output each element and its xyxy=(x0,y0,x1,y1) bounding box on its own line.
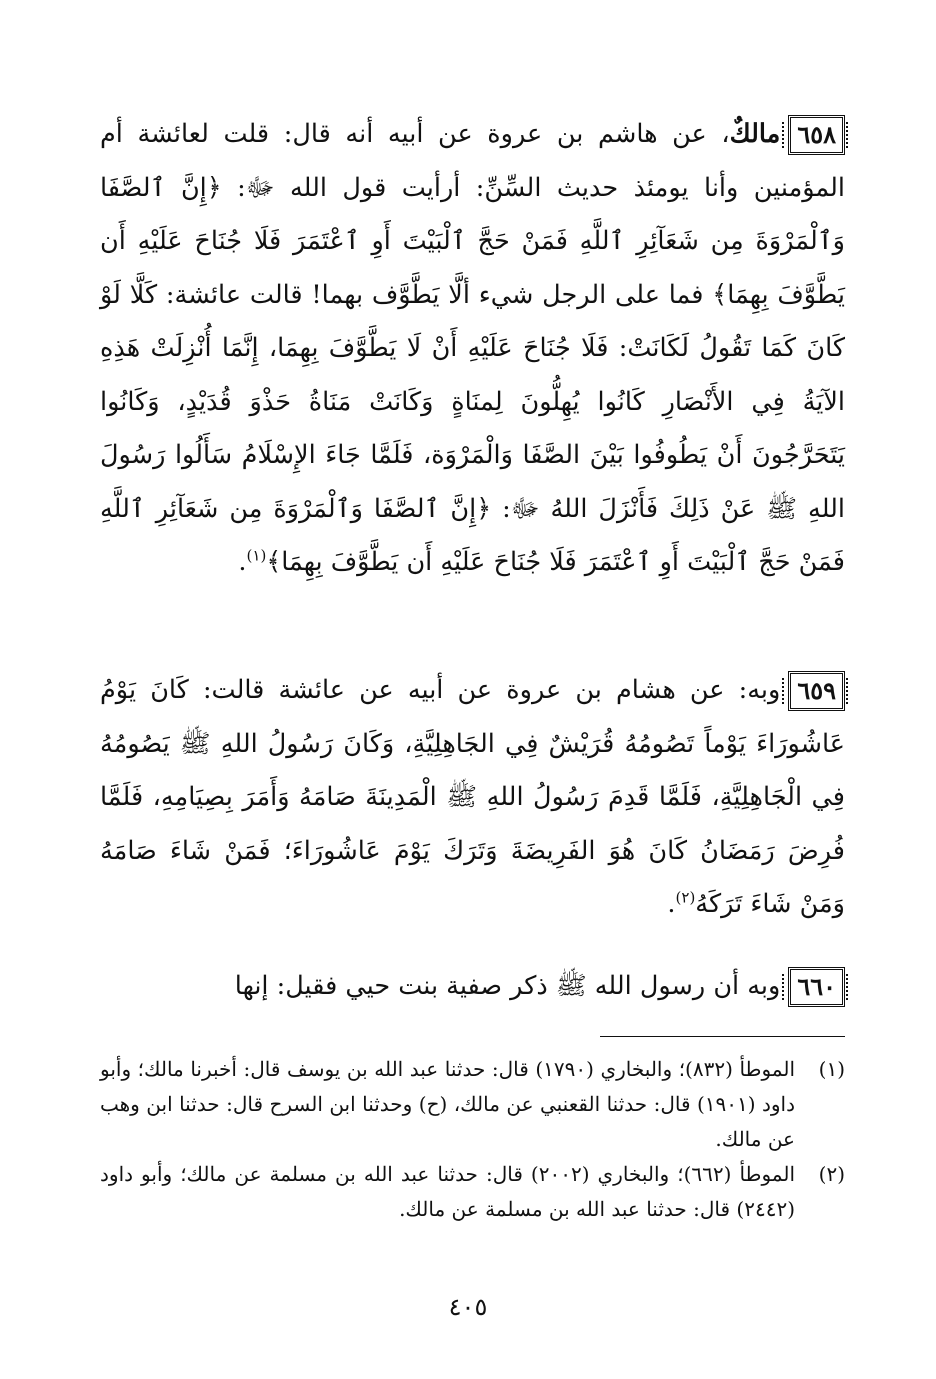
footnote-text: الموطأ (٦٦٢)؛ والبخاري (٢٠٠٢) قال: حدثنا عبد الله بن مسلمة عن مالك؛ وأبو داود (٢٤٤٢) قال: حدثنا عبد الله بن مسلمة عن مالك. xyxy=(100,1162,795,1221)
hadith-number-badge: ٦٥٩ xyxy=(788,671,845,711)
hadith-660 xyxy=(100,960,845,1014)
hadith-number-badge: ٦٥٨ xyxy=(788,115,845,155)
footnote-text: الموطأ (٨٣٢)؛ والبخاري (١٧٩٠) قال: حدثنا عبد الله بن يوسف قال: أخبرنا مالك؛ وأبو داود (١٩٠١) قال: حدثنا القعنبي عن مالك، (ح) وحدثنا ابن السرح قال: حدثنا ابن وهب عن مالك. xyxy=(100,1057,795,1151)
narrator-name: مالكٌ xyxy=(729,119,781,149)
footnote-1 xyxy=(100,1052,845,1157)
hadith-end: . xyxy=(238,547,247,577)
footnote-number: (١) xyxy=(818,1057,845,1081)
footnote-ref: (٢) xyxy=(675,888,696,907)
hadith-end: . xyxy=(667,889,676,919)
hadith-number-badge: ٦٦٠ xyxy=(788,967,845,1007)
hadith-text: وبه: عن هشام بن عروة عن أبيه عن عائشة قالت: كَانَ يَوْمُ عَاشُورَاءَ يَوْماً تَصُومُهُ قُرَيْشٌ فِي الجَاهِلِيَّةِ، وَكَانَ رَسُولُ اللهِ ﷺ يَصُومُهُ فِي الْجَاهِلِيَّةِ، فَلَمَّا قَدِمَ رَسُولُ اللهِ ﷺ الْمَدِينَةَ صَامَهُ وَأَمَرَ بِصِيَامِهِ، فَلَمَّا فُرِضَ رَمَضَانُ كَانَ هُوَ الفَرِيضَةَ وَتَرَكَ يَوْمَ عَاشُورَاءَ؛ فَمَنْ شَاءَ صَامَهُ وَمَنْ شَاءَ تَرَكَهُ xyxy=(100,675,845,919)
hadith-text: ، عن هاشم بن عروة عن أبيه أنه قال: قلت لعائشة أم المؤمنين وأنا يومئذ حديث السِّنِّ: أرأيت قول الله ﷻ: ﴿إِنَّ ٱلصَّفَا وَٱلْمَرْوَةَ مِن شَعَآئِرِ ٱللَّهِ فَمَنْ حَجَّ ٱلْبَيْتَ أَوِ ٱعْتَمَرَ فَلَا جُنَاحَ عَلَيْهِ أَن يَطَّوَّفَ بِهِمَا﴾ فما على الرجل شيء ألَّا يَطَّوَّف بهما! قالت عائشة: كَلَّا لَوْ كَانَ كَمَا تَقُولُ لَكَانَتْ: فَلَا جُنَاحَ عَلَيْهِ أَنْ لَا يَطَّوَّفَ بِهِمَا، إِنَّمَا أُنْزِلَتْ هَذِهِ الآيَةُ فِي الأَنْصَارِ كَانُوا يُهِلُّونَ لِمنَاةٍ وَكَانَتْ مَنَاةُ حَذْوَ قُدَيْدٍ، وَكَانُوا يَتَحَرَّجُونَ أَنْ يَطُوفُوا بَيْنَ الصَّفَا وَالْمَرْوَة، فَلَمَّا جَاءَ الإِسْلَامُ سَأَلُوا رَسُولَ اللهِ ﷺ عَنْ ذَلِكَ فَأَنْزَلَ اللهُ ﷻ: ﴿إِنَّ ٱلصَّفَا وَٱلْمَرْوَةَ مِن شَعَآئِرِ ٱللَّهِ فَمَنْ حَجَّ ٱلْبَيْتَ أَوِ ٱعْتَمَرَ فَلَا جُنَاحَ عَلَيْهِ أَن يَطَّوَّفَ بِهِمَا﴾ xyxy=(100,119,845,577)
hadith-text: وبه أن رسول الله ﷺ ذكر صفية بنت حيي فقيل: إنها xyxy=(234,971,781,1001)
footnotes xyxy=(100,1052,845,1227)
footnote-separator xyxy=(600,1036,845,1037)
footnote-number: (٢) xyxy=(818,1162,845,1186)
page-number: ٤٠٥ xyxy=(448,1293,488,1321)
hadith-658 xyxy=(100,108,845,590)
hadith-659 xyxy=(100,664,845,932)
footnote-2 xyxy=(100,1157,845,1227)
footnote-ref: (١) xyxy=(246,546,267,565)
